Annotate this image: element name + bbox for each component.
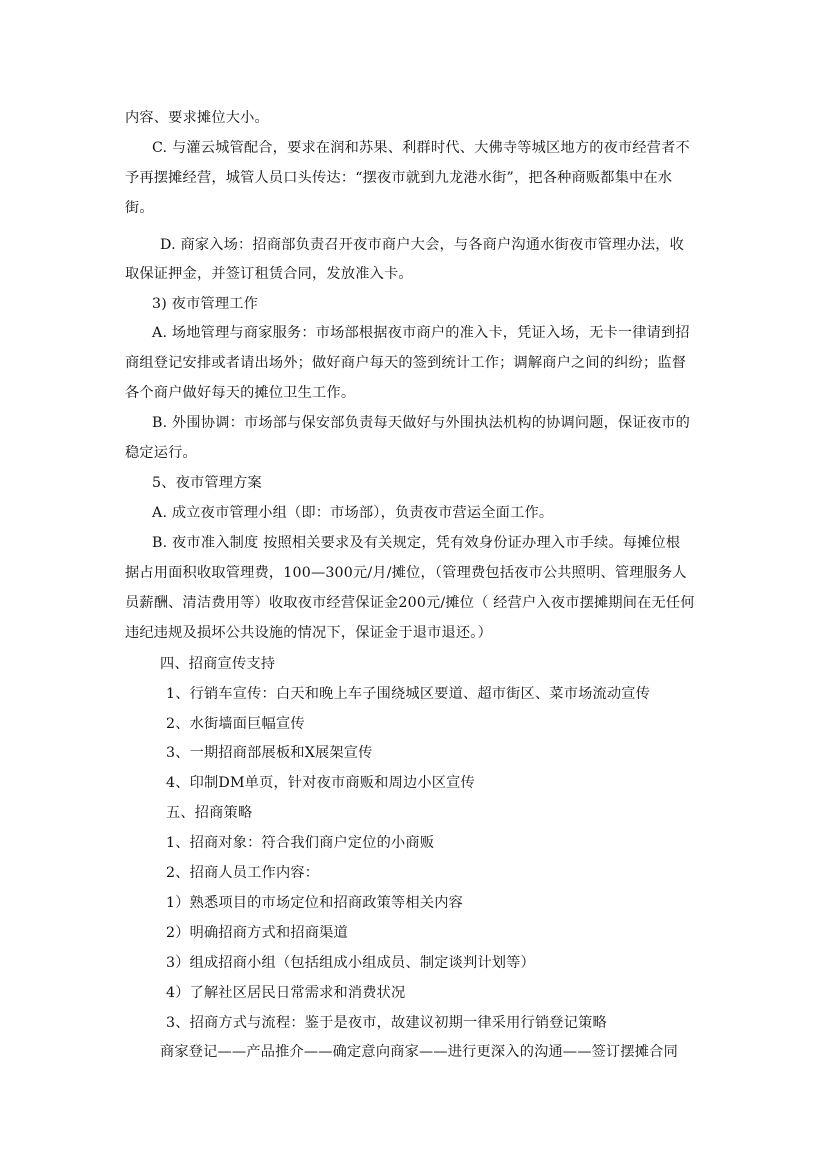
text-line: B. 夜市准入制度 按照相关要求及有关规定，凭有效身份证办理入市手续。每摊位根 (152, 535, 681, 551)
text-line: 予再摆摊经营，城管人员口头传达：“摆夜市就到九龙港水街”，把各种商贩都集中在水 (125, 170, 673, 186)
text-line: 5、夜市管理方案 (152, 475, 262, 491)
text-line: C. 与灌云城管配合，要求在润和苏果、利群时代、大佛寺等城区地方的夜市经营者不 (152, 140, 690, 156)
text-line: 1、行销车宣传：白天和晚上车子围绕城区要道、超市街区、菜市场流动宣传 (166, 686, 651, 702)
text-line: 3、一期招商部展板和X展架宣传 (166, 745, 373, 761)
text-line: 各个商户做好每天的摊位卫生工作。 (125, 385, 356, 401)
text-line: 1、招商对象：符合我们商户定位的小商贩 (166, 835, 435, 851)
text-line: 稳定运行。 (125, 445, 197, 461)
text-line: 内容、要求摊位大小。 (125, 110, 269, 126)
text-line: 4、印制DM单页，针对夜市商贩和周边小区宣传 (166, 775, 475, 791)
text-line: A. 成立夜市管理小组（即：市场部），负责夜市营运全面工作。 (152, 505, 554, 521)
text-line: 员薪酬、清洁费用等）收取夜市经营保证金200元/摊位（ 经营户入夜市摆摊期间在无任何 (125, 595, 695, 611)
text-line: D. 商家入场：招商部负责召开夜市商户大会，与各商户沟通水街夜市管理办法，收 (160, 237, 685, 253)
text-line: 3）组成招商小组（包括组成小组成员、制定谈判计划等） (166, 955, 535, 971)
section-heading: 四、招商宣传支持 (160, 656, 276, 672)
section-heading: 五、招商策略 (166, 805, 253, 821)
text-line: 商组登记安排或者请出场外；做好商户每天的签到统计工作；调解商户之间的纠纷；监督 (125, 355, 687, 371)
text-line: 取保证押金，并签订租赁合同，发放准入卡。 (125, 266, 413, 282)
text-line: 街。 (125, 200, 154, 216)
text-line: 商家登记——产品推介——确定意向商家——进行更深入的沟通——签订摆摊合同 (160, 1044, 678, 1060)
text-line: 据占用面积收取管理费，100—300元/月/摊位，（管理费包括夜市公共照明、管理服务人 (125, 565, 687, 581)
text-line: 4）了解社区居民日常需求和消费状况 (166, 985, 406, 1001)
text-line: B. 外围协调：市场部与保安部负责每天做好与外围执法机构的协调问题，保证夜市的 (152, 415, 690, 431)
text-line: 违纪违规及损坏公共设施的情况下，保证金于退市退还。） (125, 625, 492, 641)
text-line: A. 场地管理与商家服务：市场部根据夜市商户的准入卡，凭证入场，无卡一律请到招 (152, 325, 690, 341)
text-line: 3) 夜市管理工作 (152, 296, 258, 312)
text-line: 3、招商方式与流程：鉴于是夜市，故建议初期一律采用行销登记策略 (166, 1015, 607, 1031)
text-line: 1）熟悉项目的市场定位和招商政策等相关内容 (166, 895, 463, 911)
text-line: 2）明确招商方式和招商渠道 (166, 925, 348, 941)
text-line: 2、招商人员工作内容： (166, 865, 320, 881)
text-line: 2、水街墙面巨幅宣传 (166, 716, 305, 732)
